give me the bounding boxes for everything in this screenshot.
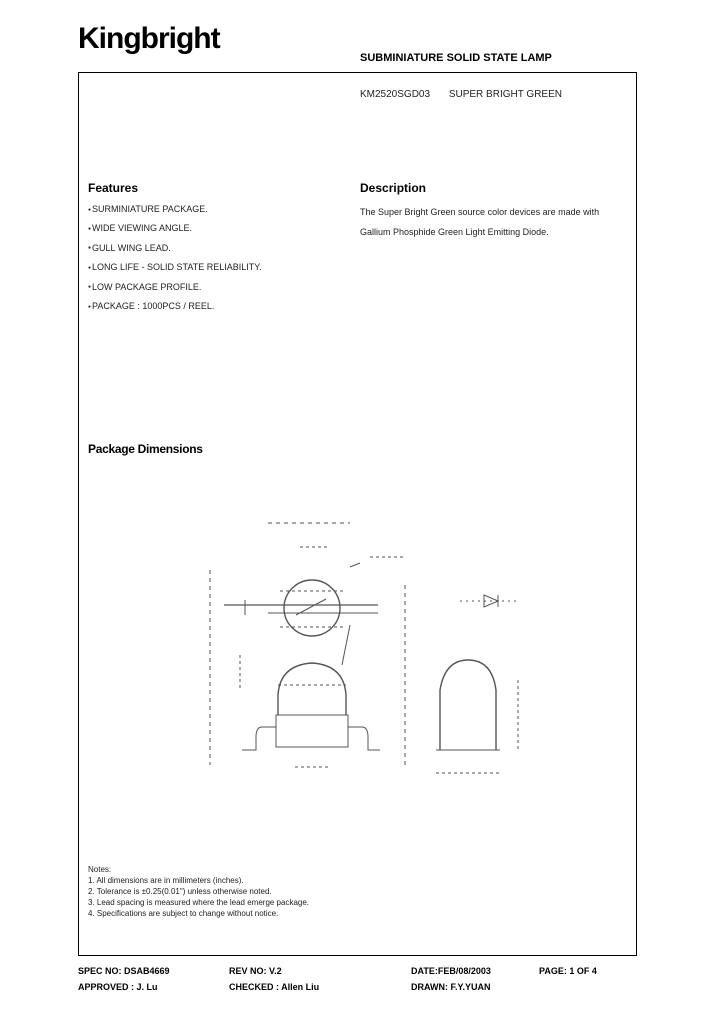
package-drawing — [200, 505, 540, 785]
feature-item: ● WIDE VIEWING ANGLE. — [88, 222, 262, 241]
features-list — [88, 203, 262, 319]
revision-number: REV NO: V.2 — [229, 966, 282, 976]
feature-item: ● LOW PACKAGE PROFILE. — [88, 281, 262, 300]
description-text: The Super Bright Green source color devices are made with Gallium Phosphide Green Light Emitting Diode. — [360, 207, 600, 237]
feature-item: ● SURMINIATURE PACKAGE. — [88, 203, 262, 222]
spec-number: SPEC NO: DSAB4669 — [78, 966, 170, 976]
part-color: SUPER BRIGHT GREEN — [448, 89, 562, 100]
feature-item: ● PACKAGE : 1000PCS / REEL. — [88, 300, 262, 319]
note-item: 2. Tolerance is ±0.25(0.01") unless otherwise noted. — [88, 887, 272, 896]
note-item: 4. Specifications are subject to change without notice. — [88, 909, 279, 918]
page-number: PAGE: 1 OF 4 — [539, 966, 597, 976]
notes — [88, 864, 309, 919]
checked-by: CHECKED : Allen Liu — [229, 982, 320, 992]
document-title: SUBMINIATURE SOLID STATE LAMP — [360, 52, 552, 64]
note-item: 3. Lead spacing is measured where the lead emerge package. — [88, 898, 310, 907]
part-line — [360, 89, 562, 100]
feature-item: ● GULL WING LEAD. — [88, 242, 262, 261]
description-heading: Description — [360, 181, 427, 195]
part-number: KM2520SGD03 — [360, 89, 431, 100]
drawn-by: DRAWN: F.Y.YUAN — [411, 982, 491, 992]
date: DATE:FEB/08/2003 — [411, 966, 491, 976]
note-item: 1. All dimensions are in millimeters (inches). — [88, 876, 244, 885]
package-dimensions-heading: Package Dimensions — [88, 442, 203, 456]
feature-item: ● LONG LIFE - SOLID STATE RELIABILITY. — [88, 261, 262, 280]
kingbright-logo: Kingbright — [78, 22, 220, 55]
features-heading: Features — [88, 181, 139, 195]
notes-title: Notes: — [88, 865, 112, 874]
approved-by: APPROVED : J. Lu — [78, 982, 158, 992]
